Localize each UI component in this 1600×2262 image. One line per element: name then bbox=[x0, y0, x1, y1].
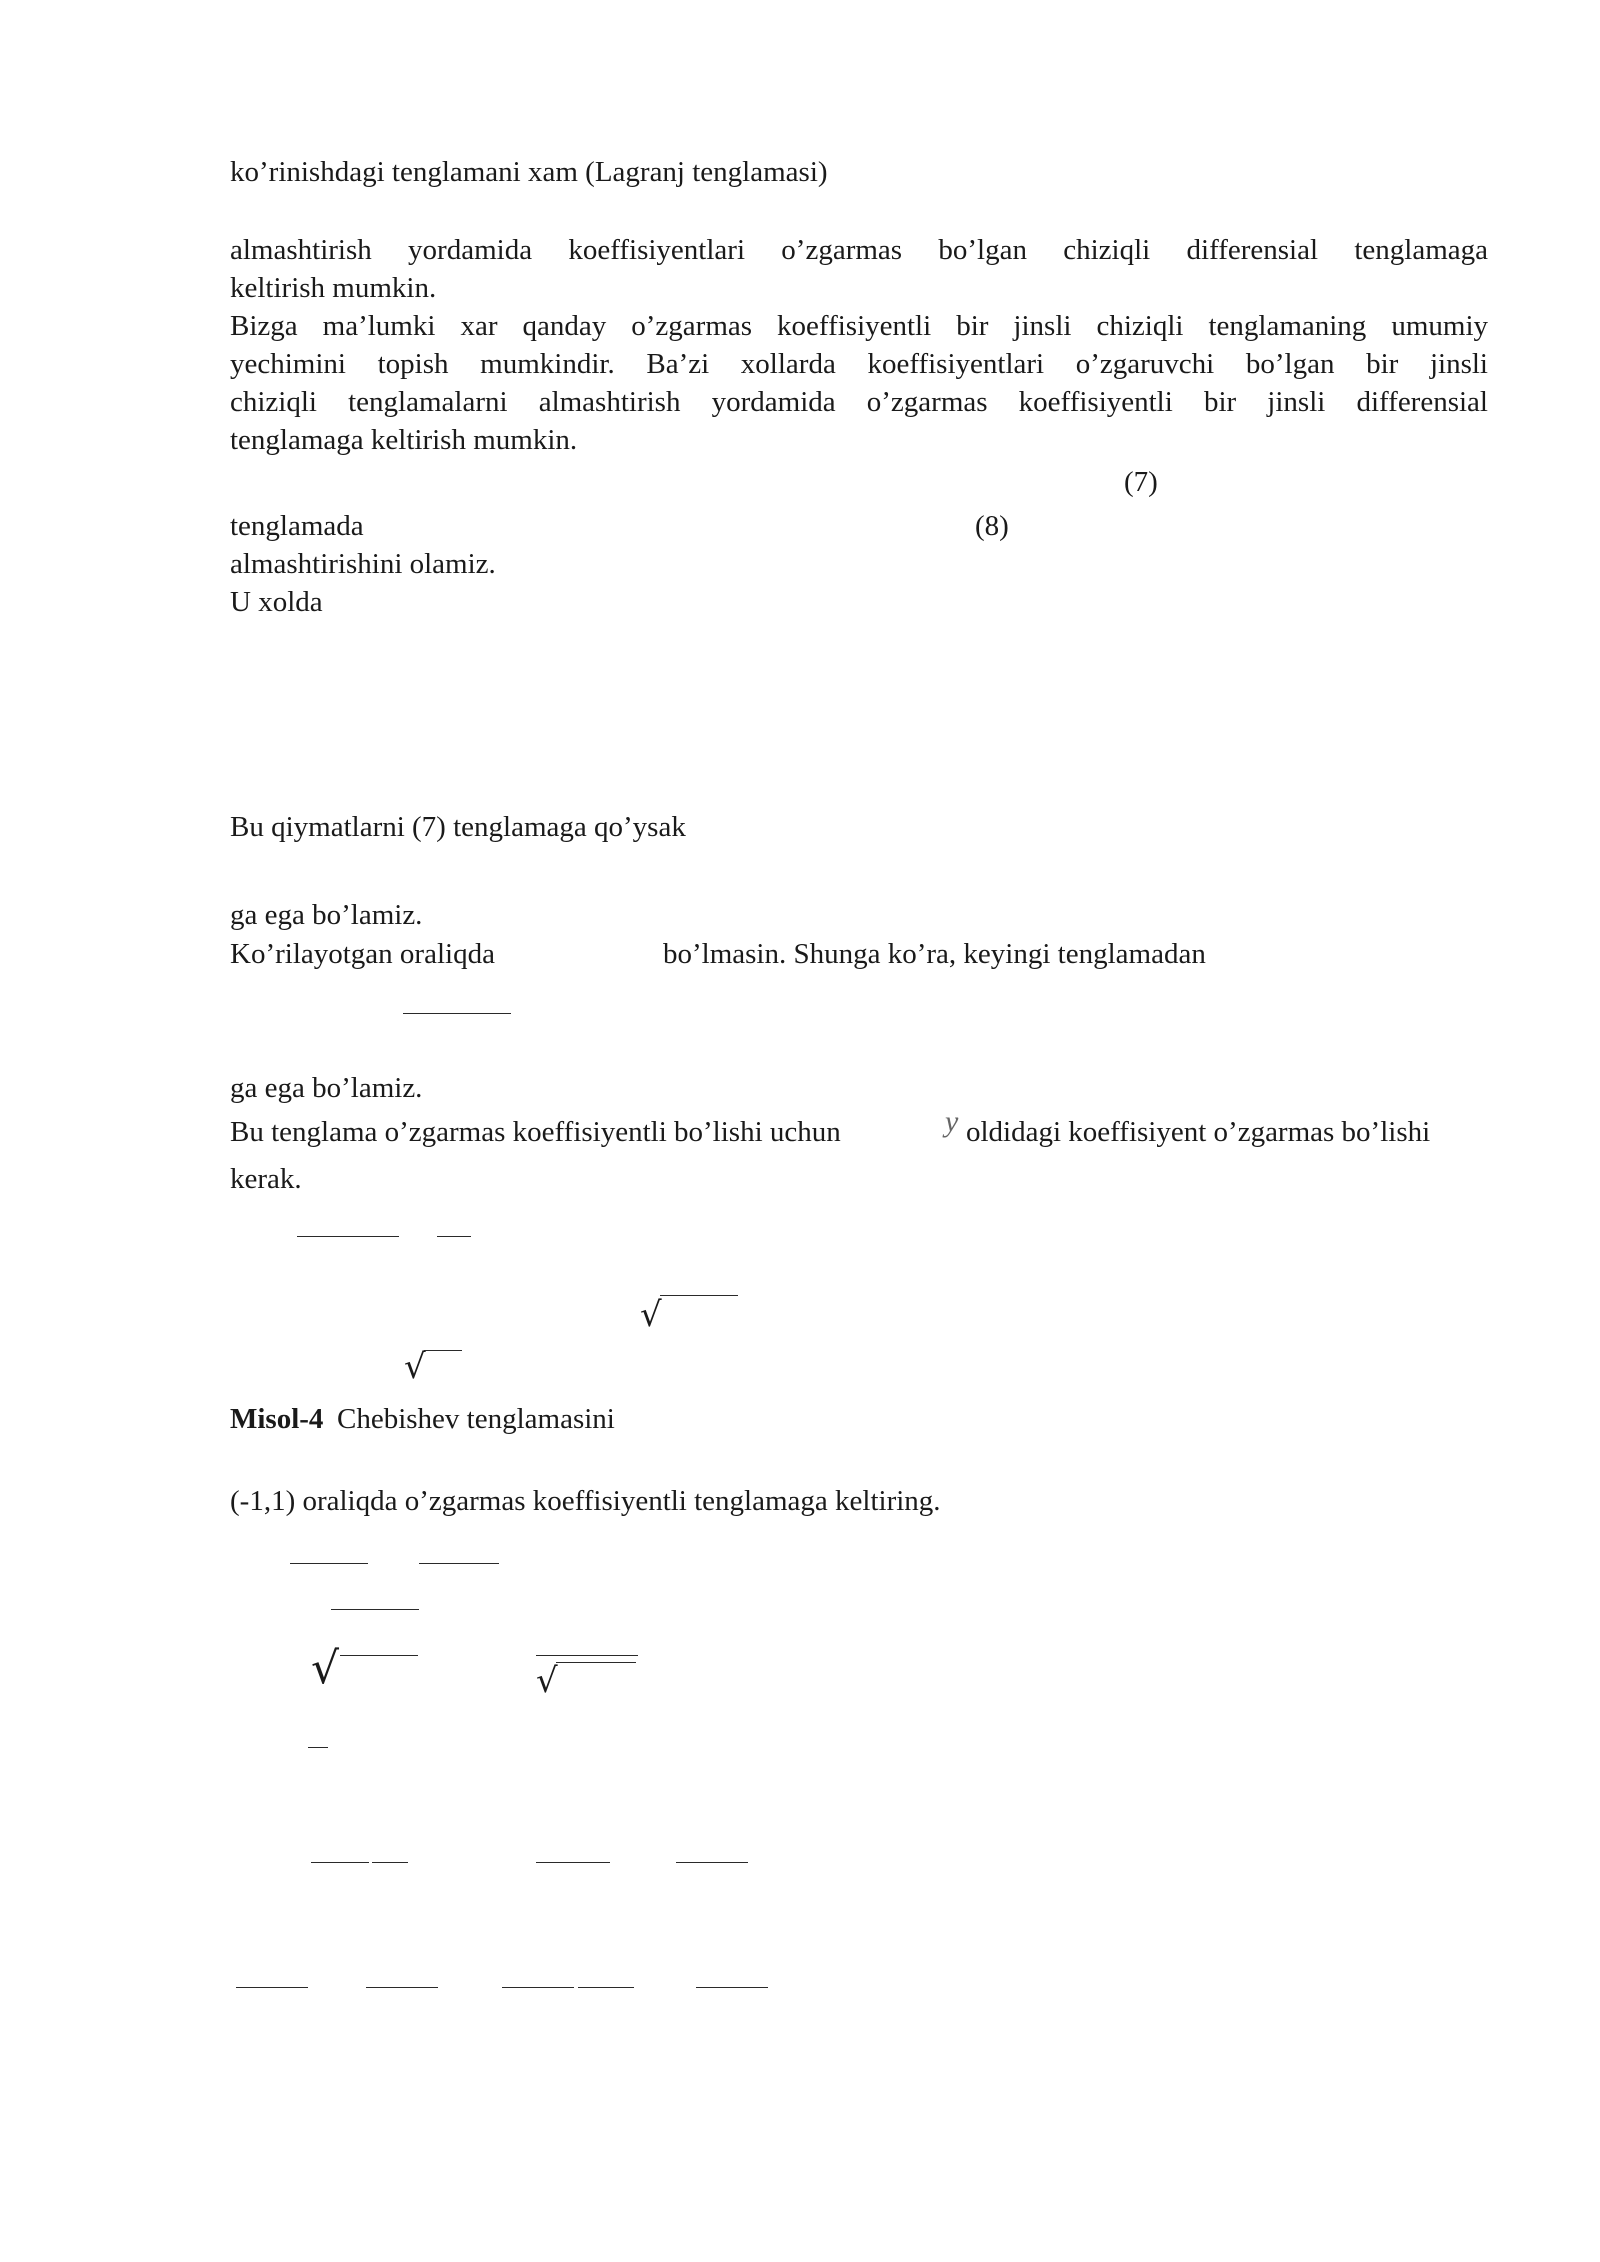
paragraph-line: keltirish mumkin. bbox=[230, 272, 437, 304]
sqrt-bar bbox=[556, 1662, 636, 1663]
fraction-bar bbox=[696, 1987, 768, 1988]
minus-bar bbox=[308, 1747, 328, 1748]
paragraph-line: Bizga ma’lumki xar qanday o’zgarmas koeffisiyentli bir jinsli chiziqli tenglamaning umumiy bbox=[230, 310, 1488, 342]
example-label: Misol-4 bbox=[230, 1403, 324, 1435]
paragraph-line: yechimini topish mumkindir. Ba’zi xollarda koeffisiyentlari o’zgaruvchi bo’lgan bir jinsli bbox=[230, 348, 1488, 380]
fraction-bar bbox=[419, 1563, 499, 1564]
variable-y: y bbox=[945, 1105, 959, 1138]
sqrt-symbol: √ bbox=[640, 1295, 662, 1335]
paragraph-line: almashtirish yordamida koeffisiyentlari o’zgarmas bo’lgan chiziqli differensial tenglamaga bbox=[230, 234, 1488, 266]
text-almashtirishini: almashtirishini olamiz. bbox=[230, 548, 496, 580]
fraction-bar bbox=[536, 1655, 638, 1656]
fraction-bar bbox=[236, 1987, 308, 1988]
fraction-bar bbox=[372, 1862, 408, 1863]
fraction-bar bbox=[536, 1862, 610, 1863]
paragraph-almashtirish bbox=[230, 231, 1488, 307]
text-tenglamada: tenglamada bbox=[230, 510, 364, 542]
paragraph-bizga bbox=[230, 307, 1488, 459]
text-ga-ega-2: ga ega bo’lamiz. bbox=[230, 1072, 423, 1104]
sqrt-symbol: √ bbox=[311, 1643, 340, 1694]
sqrt-bar bbox=[331, 1609, 419, 1610]
text-lagranj: ko’rinishdagi tenglamani xam (Lagranj tenglamasi) bbox=[230, 156, 828, 188]
text-ga-ega-1: ga ega bo’lamiz. bbox=[230, 899, 423, 931]
fraction-bar bbox=[437, 1236, 471, 1237]
text-bu-tenglama: Bu tenglama o’zgarmas koeffisiyentli bo’lishi uchun bbox=[230, 1116, 841, 1148]
text-korilayotgan-oraliqda: Ko’rilayotgan oraliqda bbox=[230, 938, 495, 970]
text-u-xolda: U xolda bbox=[230, 586, 323, 618]
fraction-bar bbox=[403, 1013, 511, 1014]
text-oraliqda: (-1,1) oraliqda o’zgarmas koeffisiyentli tenglamaga keltiring. bbox=[230, 1485, 941, 1517]
sqrt-symbol: √ bbox=[536, 1661, 558, 1701]
sqrt-bar bbox=[424, 1350, 462, 1351]
text-oldidagi: oldidagi koeffisiyent o’zgarmas bo’lishi bbox=[966, 1116, 1431, 1148]
paragraph-line: chiziqli tenglamalarni almashtirish yordamida o’zgarmas koeffisiyentli bir jinsli differensial bbox=[230, 386, 1488, 418]
fraction-bar bbox=[311, 1862, 369, 1863]
equation-number-7: (7) bbox=[1124, 466, 1158, 498]
text-chebishev: Chebishev tenglamasini bbox=[337, 1403, 615, 1435]
fraction-bar bbox=[366, 1987, 438, 1988]
fraction-bar bbox=[340, 1655, 418, 1656]
fraction-bar bbox=[297, 1236, 399, 1237]
equation-number-8: (8) bbox=[975, 510, 1009, 542]
sqrt-bar bbox=[660, 1295, 738, 1296]
fraction-bar bbox=[502, 1987, 574, 1988]
sqrt-symbol: √ bbox=[404, 1347, 426, 1387]
text-bu-qiymatlarni: Bu qiymatlarni (7) tenglamaga qo’ysak bbox=[230, 811, 686, 843]
text-kerak: kerak. bbox=[230, 1163, 302, 1195]
fraction-bar bbox=[676, 1862, 748, 1863]
fraction-bar bbox=[290, 1563, 368, 1564]
fraction-bar bbox=[578, 1987, 634, 1988]
text-bolmasin: bo’lmasin. Shunga ko’ra, keyingi tenglamadan bbox=[663, 938, 1206, 970]
paragraph-line: tenglamaga keltirish mumkin. bbox=[230, 424, 578, 456]
